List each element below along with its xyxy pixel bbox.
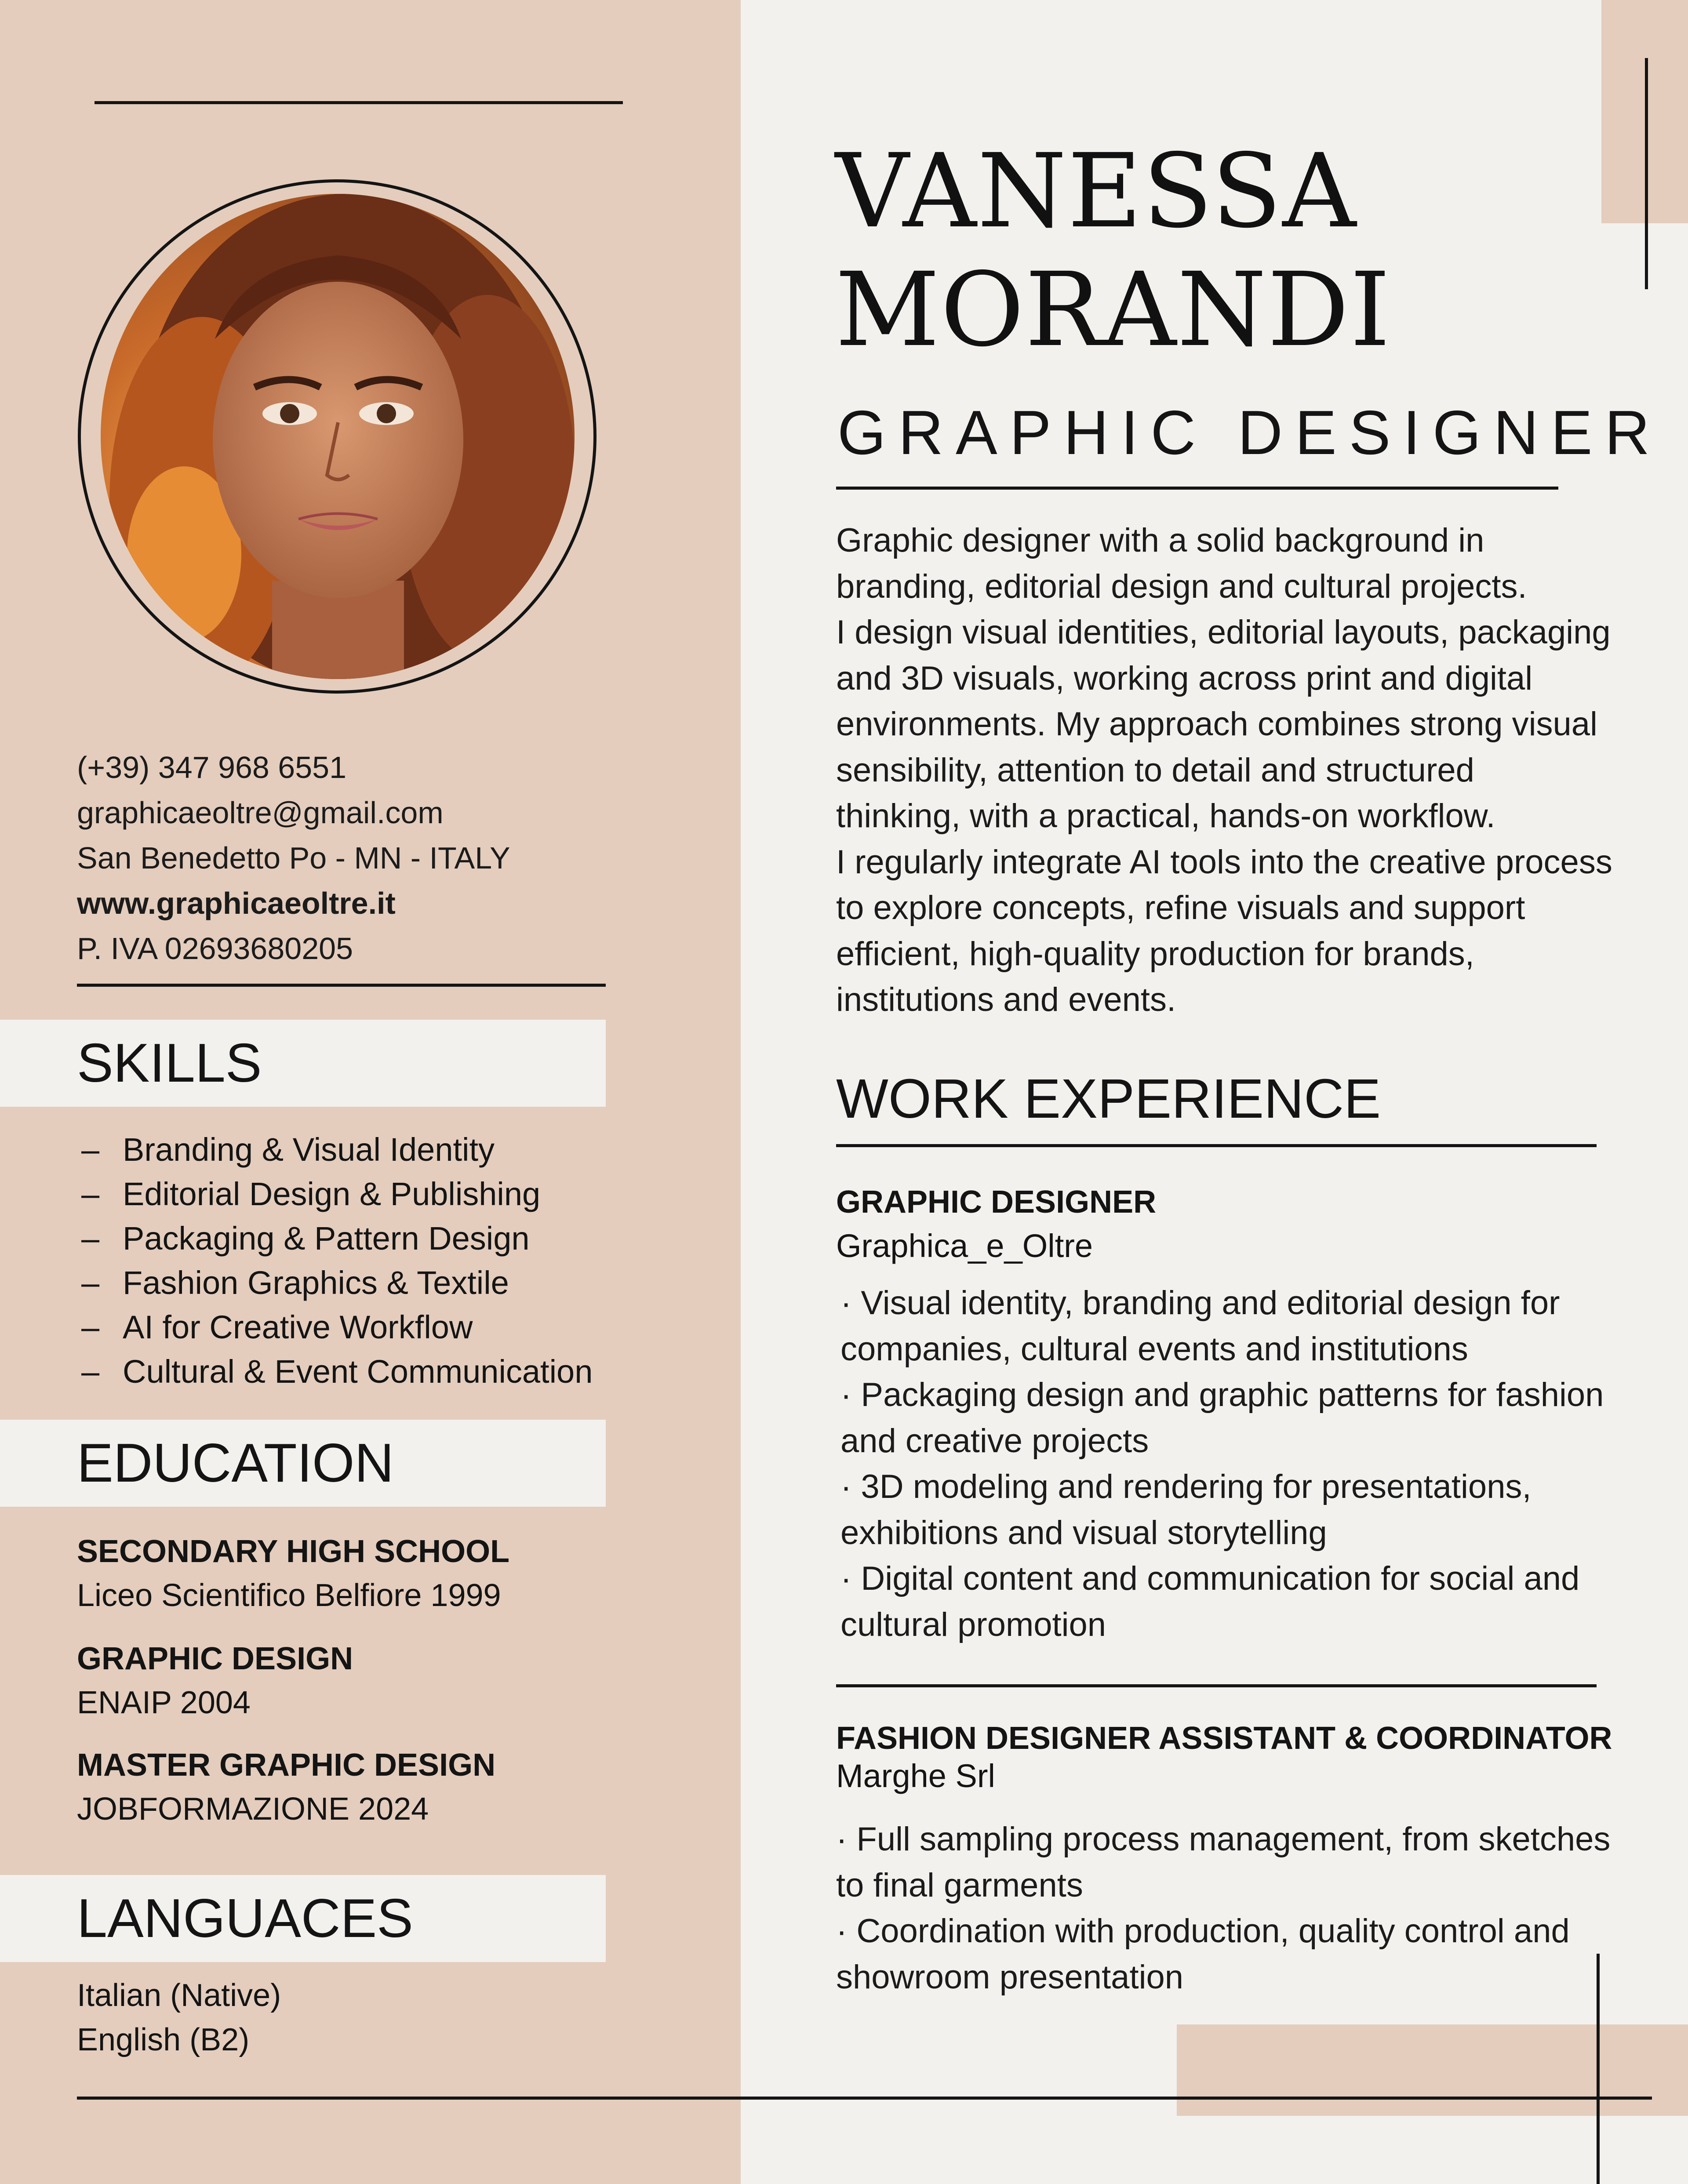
list-item: – Branding & Visual Identity (81, 1127, 662, 1172)
full-name (835, 132, 1391, 369)
summary-line: thinking, with a practical, hands-on workflow. (836, 797, 1495, 835)
first-name: VANESSA (835, 132, 1357, 251)
job-bullet-line: companies, cultural events and institutions (840, 1330, 1468, 1368)
education-degree: SECONDARY HIGH SCHOOL (77, 1534, 510, 1569)
job-divider (836, 1684, 1597, 1687)
summary-line: efficient, high-quality production for brands, (836, 935, 1474, 973)
dash-icon: – (81, 1265, 100, 1301)
job-bullet-line: · 3D modeling and rendering for presentations, (840, 1468, 1532, 1505)
education-detail: JOBFORMAZIONE 2024 (77, 1792, 429, 1827)
avatar (101, 194, 575, 679)
job-company: Marghe Srl (836, 1758, 995, 1794)
job-bullet-line: and creative projects (840, 1422, 1149, 1460)
dash-icon: – (81, 1176, 100, 1212)
job-bullet-line: to final garments (836, 1866, 1083, 1904)
job-title: GRAPHIC DESIGNER (836, 1185, 1157, 1220)
list-item: – Fashion Graphics & Textile (81, 1261, 662, 1305)
languages-heading: LANGUACES (77, 1888, 413, 1949)
top-left-divider (95, 101, 623, 104)
job-entry-2 (836, 1716, 1627, 2000)
education-detail: ENAIP 2004 (77, 1685, 251, 1720)
summary-line: branding, editorial design and cultural projects. (836, 567, 1527, 605)
job-role: GRAPHIC DESIGNER (837, 398, 1663, 468)
role-divider (836, 487, 1558, 490)
summary-line: and 3D visuals, working across print and digital (836, 659, 1533, 697)
summary-line: I design visual identities, editorial layouts, packaging (836, 614, 1611, 651)
vat-number: P. IVA 02693680205 (77, 931, 353, 966)
languages-heading-band (0, 1875, 606, 1962)
education-heading-band (0, 1420, 606, 1507)
job-bullet-line: cultural promotion (840, 1606, 1106, 1643)
languages-list (77, 1973, 281, 2062)
website-link[interactable]: www.graphicaeoltre.it (77, 886, 396, 920)
summary-line: Graphic designer with a solid background in (836, 522, 1484, 559)
skills-list (81, 1127, 662, 1394)
job-bullet-line: showroom presentation (836, 1958, 1183, 1996)
dash-icon: – (81, 1131, 100, 1168)
last-name: MORANDI (835, 251, 1391, 369)
language-item: Italian (Native) (77, 1978, 281, 2013)
education-item (77, 1530, 657, 1637)
summary-line: sensibility, attention to detail and structured (836, 751, 1474, 789)
dash-icon: – (81, 1220, 100, 1257)
portrait-photo (101, 194, 575, 679)
contact-info (77, 745, 631, 971)
profile-summary (836, 518, 1627, 1023)
education-item (77, 1743, 657, 1831)
list-item: – AI for Creative Workflow (81, 1305, 662, 1349)
list-item: – Editorial Design & Publishing (81, 1172, 662, 1216)
job-bullets (836, 1280, 1627, 1648)
summary-line: to explore concepts, refine visuals and support (836, 889, 1525, 927)
job-bullet-line: · Full sampling process management, from sketches (836, 1821, 1611, 1858)
decorative-vertical-line-top (1645, 58, 1648, 289)
job-company: Graphica_e_Oltre (836, 1228, 1093, 1264)
list-item: – Packaging & Pattern Design (81, 1216, 662, 1261)
language-item: English (B2) (77, 2022, 250, 2057)
job-bullet-line: · Digital content and communication for social and (840, 1560, 1580, 1597)
job-entry-1 (836, 1180, 1627, 1648)
summary-line: environments. My approach combines strong visual (836, 705, 1597, 743)
phone-number: (+39) 347 968 6551 (77, 750, 347, 785)
bottom-divider (77, 2097, 1652, 2100)
job-bullet-line: exhibitions and visual storytelling (840, 1514, 1327, 1552)
location: San Benedetto Po - MN - ITALY (77, 841, 510, 875)
dash-icon: – (81, 1353, 100, 1390)
list-item: – Cultural & Event Communication (81, 1349, 662, 1394)
education-degree: MASTER GRAPHIC DESIGN (77, 1748, 496, 1783)
education-item (77, 1637, 657, 1743)
education-list (77, 1530, 657, 1831)
education-degree: GRAPHIC DESIGN (77, 1641, 353, 1676)
skills-heading-band (0, 1020, 606, 1107)
work-experience-heading: WORK EXPERIENCE (836, 1068, 1381, 1130)
contact-divider (77, 984, 606, 987)
job-bullet-line: · Packaging design and graphic patterns for fashion (840, 1376, 1604, 1414)
skills-heading: SKILLS (77, 1033, 262, 1094)
job-bullet-line: · Coordination with production, quality control and (836, 1912, 1570, 1950)
job-bullet-line: · Visual identity, branding and editorial design for (840, 1284, 1560, 1322)
education-heading: EDUCATION (77, 1433, 394, 1494)
education-detail: Liceo Scientifico Belfiore 1999 (77, 1578, 501, 1613)
job-bullets (836, 1817, 1627, 2000)
summary-line: I regularly integrate AI tools into the creative process (836, 843, 1612, 881)
job-title: FASHION DESIGNER ASSISTANT & COORDINATOR (836, 1721, 1612, 1756)
dash-icon: – (81, 1309, 100, 1345)
work-divider (836, 1144, 1597, 1147)
summary-line: institutions and events. (836, 981, 1176, 1018)
email-address: graphicaeoltre@gmail.com (77, 796, 444, 830)
decorative-block-bottom-right (1177, 2024, 1688, 2116)
